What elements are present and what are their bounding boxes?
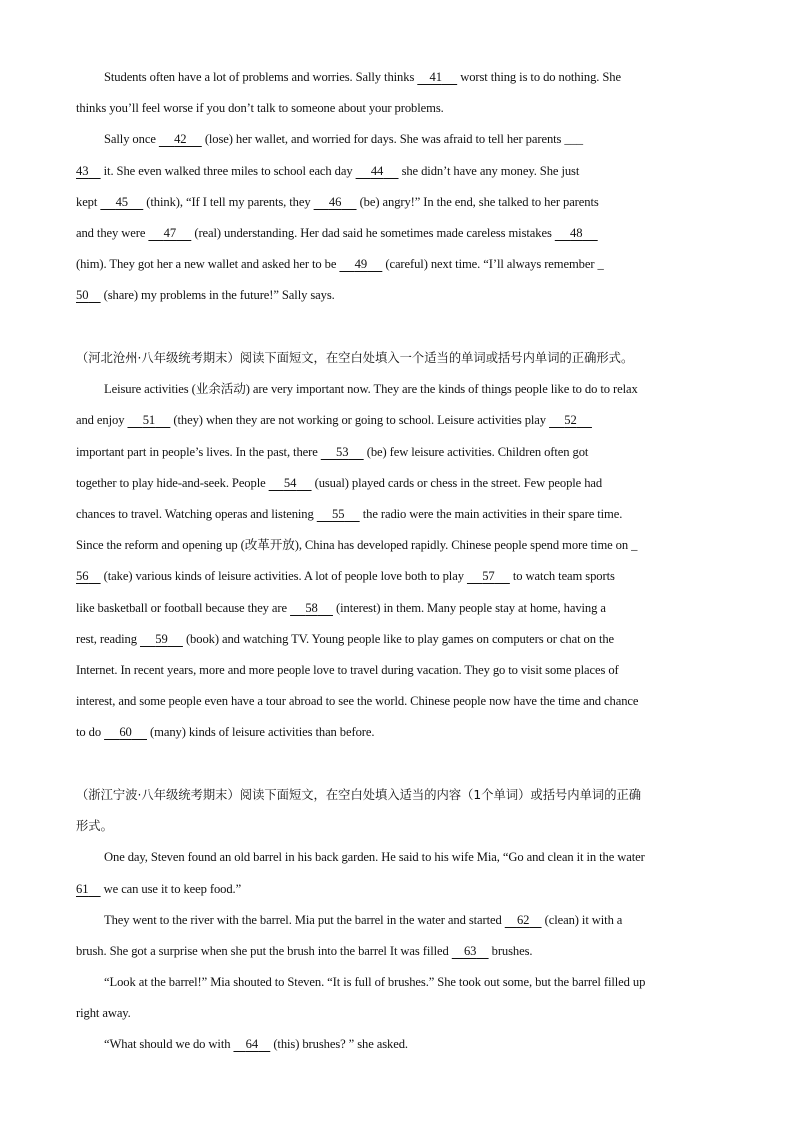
section-heading: （浙江宁波·八年级统考期末）阅读下面短文，在空白处填入适当的内容（1个单词）或括号内单词的正确 xyxy=(76,787,642,802)
blank-64[interactable]: 64 xyxy=(245,1037,259,1052)
paragraph-line: chances to travel. Watching operas and listening 55 the radio were the main activities in their spare time. xyxy=(76,499,720,530)
blank-42[interactable]: 42 xyxy=(174,132,187,147)
blank-52[interactable]: 52 xyxy=(564,413,577,428)
blank-58[interactable]: 58 xyxy=(305,600,318,615)
paragraph-line: interest, and some people even have a tour abroad to see the world. Chinese people now have the time and chance xyxy=(76,694,639,709)
paragraph-line: to do 60 (many) kinds of leisure activities than before. xyxy=(76,717,720,748)
paragraph-line: One day, Steven found an old barrel in his back garden. He said to his wife Mia, “Go and clean it in the water xyxy=(104,850,645,865)
blank-43[interactable]: 43 xyxy=(76,163,89,178)
blank-60[interactable]: 60 xyxy=(119,725,132,740)
blank-46[interactable]: 46 xyxy=(328,194,342,209)
blank-61[interactable]: 61 xyxy=(76,881,89,896)
paragraph-line: (him). They got her a new wallet and asked her to be 49 (careful) next time. “I’ll always remember _ xyxy=(76,249,720,280)
paragraph-line: Leisure activities (业余活动) are very important now. They are the kinds of things people like to do to relax xyxy=(104,382,638,397)
paragraph-line: “What should we do with 64 (this) brushes? ” she asked. xyxy=(76,1029,720,1060)
blank-50[interactable]: 50 xyxy=(76,288,89,303)
blank-41[interactable]: 41 xyxy=(429,70,442,84)
section-heading-cont: 形式。 xyxy=(76,819,113,834)
blank-63[interactable]: 63 xyxy=(463,943,477,958)
blank-62[interactable]: 62 xyxy=(516,912,530,927)
paragraph-line: together to play hide-and-seek. People 54 (usual) played cards or chess in the street. Few people had xyxy=(76,468,720,499)
paragraph-line: 56 (take) various kinds of leisure activities. A lot of people love both to play 57 to watch team sports xyxy=(76,561,720,592)
paragraph-line: and they were 47 (real) understanding. Her dad said he sometimes made careless mistakes 48 xyxy=(76,218,720,249)
blank-47[interactable]: 47 xyxy=(163,225,177,240)
blank-48[interactable]: 48 xyxy=(570,225,583,240)
paragraph-line: Internet. In recent years, more and more people love to travel during vacation. They go to visit some places of xyxy=(76,662,619,677)
blank-56[interactable]: 56 xyxy=(76,569,89,584)
paragraph-line: like basketball or football because they are 58 (interest) in them. Many people stay at home, having a xyxy=(76,593,720,624)
paragraph-line: “Look at the barrel!” Mia shouted to Steven. “It is full of brushes.” She took out some, but the barrel filled up xyxy=(104,975,646,990)
blank-57[interactable]: 57 xyxy=(482,569,495,584)
blank-49[interactable]: 49 xyxy=(354,257,368,272)
paragraph-line: and enjoy 51 (they) when they are not working or going to school. Leisure activities play 52 xyxy=(76,405,720,436)
document-page xyxy=(76,62,720,1061)
paragraph-line: 43 it. She even walked three miles to school each day 44 she didn’t have any money. She just xyxy=(76,156,720,187)
paragraph-line: They went to the river with the barrel. Mia put the barrel in the water and started 62 (clean) it with a xyxy=(76,905,720,936)
blank-45[interactable]: 45 xyxy=(115,194,128,209)
blank-53[interactable]: 53 xyxy=(336,444,349,459)
paragraph-line: Since the reform and opening up (改革开放), China has developed rapidly. Chinese people spend more time on _ xyxy=(76,538,638,553)
blank-51[interactable]: 51 xyxy=(142,413,156,428)
paragraph-line: right away. xyxy=(76,1006,131,1021)
blank-55[interactable]: 55 xyxy=(332,506,345,521)
paragraph-line: Students often have a lot of problems and worries. Sally thinks 41 worst thing is to do nothing. She xyxy=(76,62,720,93)
blank-54[interactable]: 54 xyxy=(283,475,297,490)
blank-59[interactable]: 59 xyxy=(155,631,168,646)
paragraph-line: important part in people’s lives. In the past, there 53 (be) few leisure activities. Children often got xyxy=(76,437,720,468)
paragraph-line: thinks you’ll feel worse if you don’t talk to someone about your problems. xyxy=(76,101,444,116)
paragraph-line: Sally once 42 (lose) her wallet, and worried for days. She was afraid to tell her parents ___ xyxy=(76,124,720,155)
paragraph-line: rest, reading 59 (book) and watching TV. Young people like to play games on computers or chat on the xyxy=(76,624,720,655)
paragraph-line: 61 we can use it to keep food.” xyxy=(76,874,720,905)
paragraph-line: kept 45 (think), “If I tell my parents, they 46 (be) angry!” In the end, she talked to her parents xyxy=(76,187,720,218)
paragraph-line: 50 (share) my problems in the future!” Sally says. xyxy=(76,280,720,311)
paragraph-line: brush. She got a surprise when she put the brush into the barrel It was filled 63 brushes. xyxy=(76,936,720,967)
section-heading: （河北沧州·八年级统考期末）阅读下面短文，在空白处填入一个适当的单词或括号内单词的正确形式。 xyxy=(76,351,634,365)
blank-44[interactable]: 44 xyxy=(370,163,384,178)
